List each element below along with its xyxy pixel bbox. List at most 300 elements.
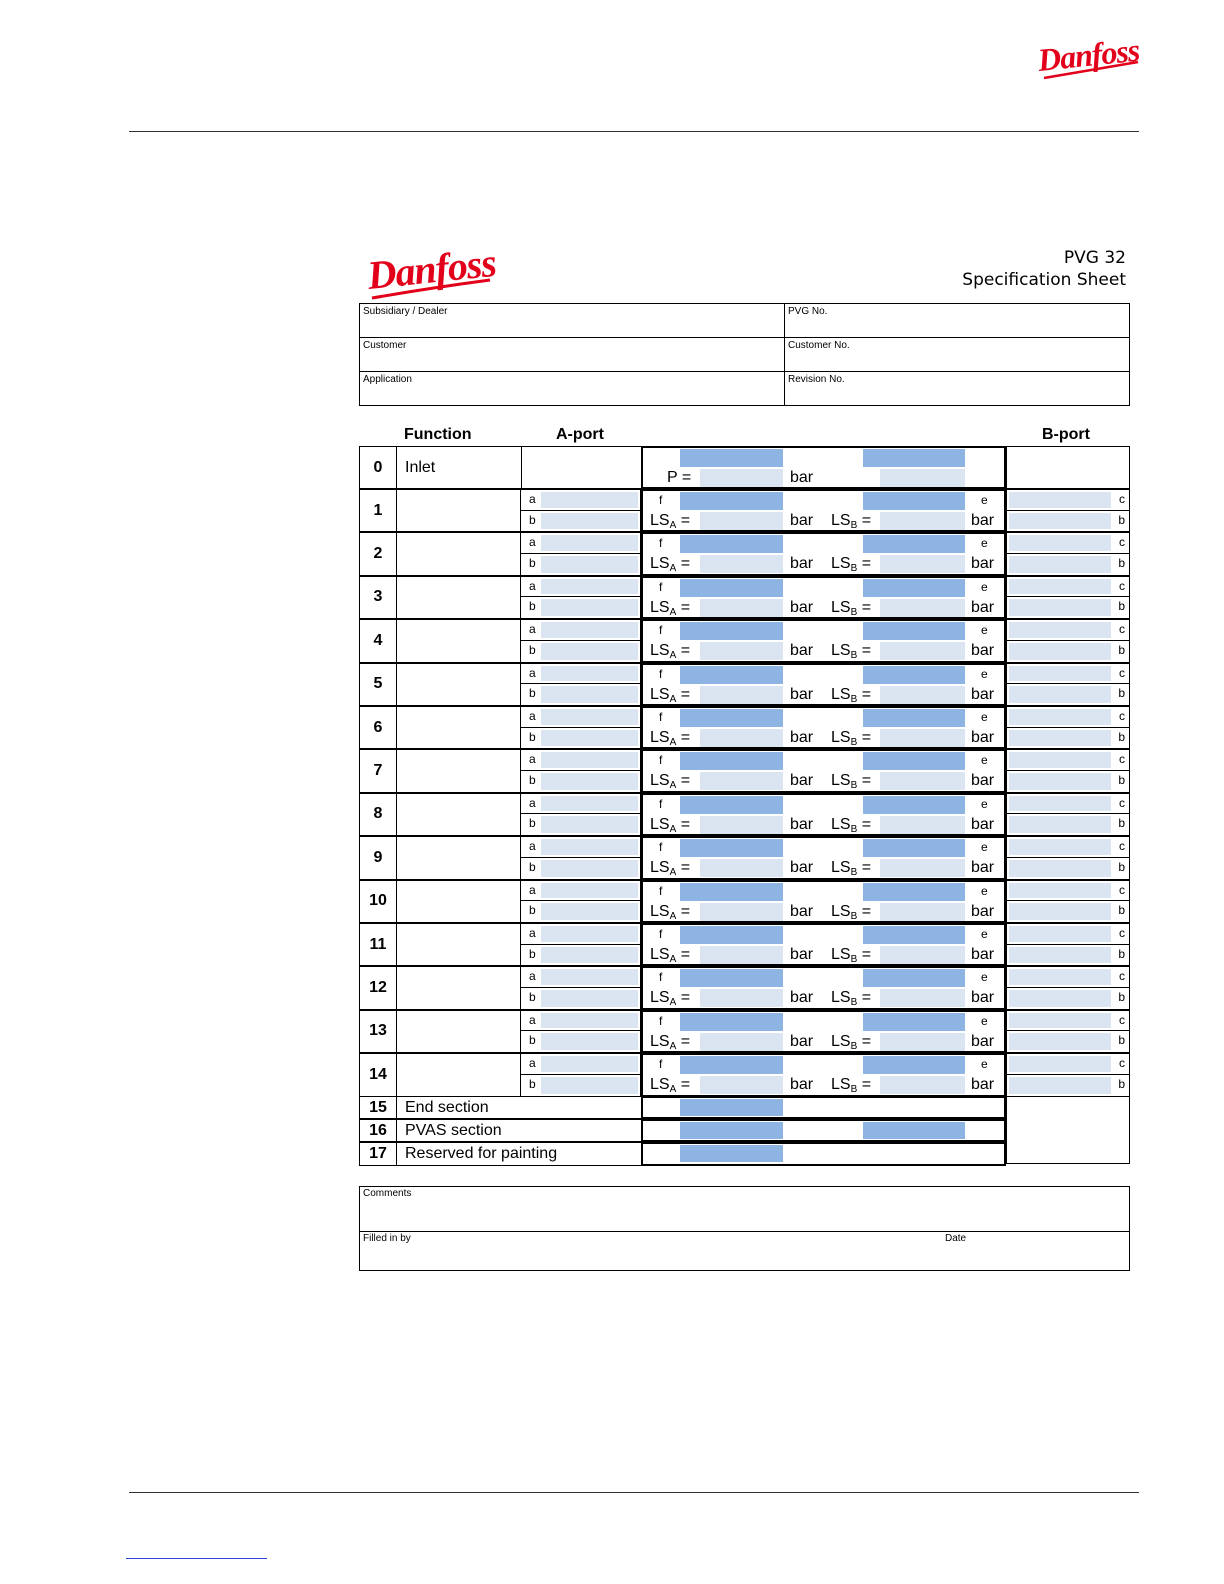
footer-link-underline[interactable] [126,1558,267,1559]
a-port-input-a[interactable] [541,752,638,768]
row-function-cell[interactable] [396,793,521,836]
a-port-input-a[interactable] [541,709,638,725]
danfoss-logo-text: Danfoss [1036,31,1141,79]
b-port-input-b[interactable] [1009,556,1111,573]
row-number: 12 [359,966,397,1009]
row-function-cell[interactable] [396,663,521,706]
b-label: b [1118,729,1125,744]
f-label: f [659,1057,663,1072]
e-input[interactable] [863,926,965,944]
footer-rule [129,1492,1139,1493]
section-row [359,880,1130,923]
ls-pressure-cell [641,532,1006,575]
f-input[interactable] [680,535,783,553]
lsa-input[interactable] [700,903,783,921]
b-label: b [1118,599,1125,614]
lsa-input[interactable] [700,946,783,964]
a-port-input-a[interactable] [541,796,638,812]
subsidiary-field[interactable]: Subsidiary / Dealer [360,304,785,337]
lsb-unit: bar [971,859,995,877]
lsa-input[interactable] [700,1076,783,1094]
row-number: 17 [359,1142,397,1166]
f-label: f [659,710,663,724]
lsa-input[interactable] [700,859,783,877]
end-section-row [359,1096,1006,1119]
a-port-input-a[interactable] [541,1013,638,1029]
lsb-input[interactable] [880,989,965,1007]
a-port-input-a[interactable] [541,666,638,682]
lsa-input[interactable] [700,989,783,1007]
b-port-input-c[interactable] [1009,796,1111,812]
lsa-input[interactable] [700,1033,783,1051]
a-label: a [529,969,536,984]
c-label: c [1119,578,1125,593]
lsb-unit: bar [971,555,995,573]
f-input[interactable] [680,1056,783,1074]
comments-table [359,1186,1130,1271]
ls-pressure-cell [641,749,1006,792]
e-label: e [981,623,988,638]
inlet-name: Inlet [396,446,522,489]
b-port-input-b[interactable] [1009,990,1111,1007]
section-row [359,489,1130,532]
f-input[interactable] [680,492,783,510]
c-label: c [1119,752,1125,767]
section-row [359,576,1130,619]
f-label: f [659,970,663,985]
e-input[interactable] [863,709,965,727]
section-row [359,923,1130,966]
b-port-input-b[interactable] [1009,686,1111,703]
row-number: 3 [359,576,397,619]
application-field[interactable]: Application [360,372,785,405]
lsb-input[interactable] [880,903,965,921]
inlet-field-1[interactable] [680,449,783,467]
section-row [359,619,1130,662]
e-label: e [981,970,988,985]
b-label: b [529,1076,536,1091]
b-port-input-c[interactable] [1009,1056,1111,1072]
lsb-unit: bar [971,729,995,746]
f-input[interactable] [680,796,783,814]
lsa-unit: bar [790,815,814,833]
a-port-input-b[interactable] [541,730,638,747]
a-port-input-b[interactable] [541,556,638,573]
ls-pressure-cell [641,663,1006,706]
a-port-cell [520,749,641,792]
lsb-input[interactable] [880,555,965,573]
e-input[interactable] [863,883,965,901]
b-port-input-b[interactable] [1009,730,1111,747]
b-port-input-b[interactable] [1009,1077,1111,1094]
a-port-input-b[interactable] [541,990,638,1007]
b-port-input-c[interactable] [1009,622,1111,638]
b-port-input-c[interactable] [1009,709,1111,725]
a-port-input-b[interactable] [541,686,638,703]
a-label: a [529,665,536,680]
lsa-input[interactable] [700,686,783,704]
lsa-unit: bar [790,729,814,746]
f-input[interactable] [680,622,783,640]
lsa-input[interactable] [700,555,783,573]
e-input[interactable] [863,839,965,857]
b-port-cell [1006,706,1130,749]
painting-field[interactable] [680,1145,783,1162]
lsa-unit: bar [790,685,814,703]
b-port-input-c[interactable] [1009,752,1111,768]
ls-pressure-cell [641,706,1006,749]
inlet-b-port-cell [1006,446,1130,489]
b-label: b [529,859,536,874]
painting-cell [641,1142,1006,1166]
inlet-field-2[interactable] [863,449,965,467]
lsa-label: $LS_A$ = [650,815,691,835]
lsb-unit: bar [971,642,995,660]
f-input[interactable] [680,709,783,727]
lsa-label: $LS_A$ = [650,772,691,792]
e-label: e [981,883,988,898]
lsb-input[interactable] [880,729,965,747]
b-port-input-c[interactable] [1009,969,1111,985]
b-label: b [529,556,536,571]
e-label: e [981,753,988,768]
b-label: b [1118,686,1125,701]
b-port-input-b[interactable] [1009,947,1111,964]
f-label: f [659,623,663,638]
a-port-input-a[interactable] [541,969,638,985]
lsb-label: $LS_B$ = [831,859,872,879]
lsb-input[interactable] [880,512,965,530]
e-input[interactable] [863,969,965,987]
lsb-label: $LS_B$ = [831,729,872,748]
ls-pressure-cell [641,576,1006,619]
row-number: 16 [359,1119,397,1142]
end-rows-b-port-cell [1006,1096,1130,1164]
a-port-input-a[interactable] [541,579,638,595]
a-port-input-b[interactable] [541,599,638,616]
b-label: b [529,599,536,614]
a-port-column-header: A-port [556,426,604,443]
row-number: 4 [359,619,397,662]
lsb-input[interactable] [880,642,965,660]
row-number: 1 [359,489,397,532]
b-label: b [1118,773,1125,788]
b-port-cell [1006,1010,1130,1053]
section-row [359,706,1130,749]
lsb-input[interactable] [880,859,965,877]
b-label: b [1118,512,1125,527]
row-number: 6 [359,706,397,749]
sheet-title-line2: Specification Sheet [962,270,1126,290]
lsb-input[interactable] [880,1033,965,1051]
a-port-input-b[interactable] [541,903,638,920]
lsa-unit: bar [790,946,814,963]
lsb-input[interactable] [880,1076,965,1094]
lsa-label: $LS_A$ = [650,685,691,705]
lsa-unit: bar [790,989,814,1007]
lsa-unit: bar [790,902,814,920]
lsb-label: $LS_B$ = [831,512,872,531]
date-label: Date [945,1233,967,1244]
lsb-unit: bar [971,989,995,1007]
a-port-input-a[interactable] [541,535,638,551]
f-label: f [659,883,663,898]
lsa-input[interactable] [700,512,783,530]
lsa-label: $LS_A$ = [650,729,691,748]
a-port-cell [520,619,641,662]
lsb-label: $LS_B$ = [831,902,872,922]
filled-in-by-label: Filled in by [363,1233,411,1244]
b-port-cell [1006,1053,1130,1096]
a-port-cell [520,793,641,836]
a-port-input-b[interactable] [541,1033,638,1050]
a-label: a [529,795,536,810]
b-label: b [1118,1033,1125,1048]
f-input[interactable] [680,752,783,770]
lsa-unit: bar [790,1076,814,1094]
a-label: a [529,752,536,767]
lsb-input[interactable] [880,599,965,617]
a-port-input-a[interactable] [541,926,638,942]
lsa-input[interactable] [700,816,783,834]
lsa-label: $LS_A$ = [650,946,691,965]
lsa-unit: bar [790,555,814,573]
b-port-input-c[interactable] [1009,1013,1111,1029]
lsb-unit: bar [971,512,995,529]
revision-no-field[interactable]: Revision No. [788,374,845,385]
customer-no-field[interactable]: Customer No. [788,340,850,351]
b-port-input-b[interactable] [1009,513,1111,530]
a-port-input-b[interactable] [541,513,638,530]
b-label: b [1118,816,1125,831]
e-label: e [981,1057,988,1072]
b-label: b [529,1033,536,1048]
c-label: c [1119,535,1125,550]
a-port-input-a[interactable] [541,492,638,508]
lsb-input[interactable] [880,686,965,704]
a-port-cell [520,923,641,966]
lsa-input[interactable] [700,642,783,660]
row-function-cell[interactable] [396,923,521,966]
lsb-unit: bar [971,772,995,790]
f-label: f [659,1013,663,1028]
section-row [359,836,1130,879]
row-function-cell[interactable] [396,749,521,792]
ls-pressure-cell [641,793,1006,836]
b-port-input-c[interactable] [1009,535,1111,551]
a-label: a [529,578,536,593]
b-label: b [529,729,536,744]
b-port-input-b[interactable] [1009,599,1111,616]
row-function-cell[interactable] [396,880,521,923]
lsa-label: $LS_A$ = [650,555,691,575]
b-port-cell [1006,966,1130,1009]
lsa-label: $LS_A$ = [650,642,691,662]
danfoss-logo-text: Danfoss [365,239,498,299]
f-input[interactable] [680,839,783,857]
lsb-label: $LS_B$ = [831,772,872,792]
e-input[interactable] [863,535,965,553]
e-label: e [981,666,988,681]
b-port-input-c[interactable] [1009,883,1111,899]
row-number: 14 [359,1053,397,1096]
row-function-cell[interactable] [396,836,521,879]
a-label: a [529,839,536,854]
b-label: b [529,816,536,831]
a-port-input-a[interactable] [541,1056,638,1072]
b-port-cell [1006,880,1130,923]
pvas-section-cell [641,1119,1006,1142]
logo-swoosh-icon [1040,42,1140,82]
a-port-input-b[interactable] [541,773,638,790]
comments-field[interactable]: Comments [360,1187,1129,1232]
b-label: b [1118,642,1125,657]
filled-in-by-field[interactable] [360,1232,1129,1271]
a-label: a [529,1012,536,1027]
c-label: c [1119,839,1125,854]
row-function-cell[interactable] [396,576,521,619]
a-port-input-b[interactable] [541,1077,638,1094]
row-number: 9 [359,836,397,879]
a-port-input-a[interactable] [541,883,638,899]
a-port-input-a[interactable] [541,622,638,638]
lsa-input[interactable] [700,599,783,617]
a-label: a [529,709,536,723]
customer-field[interactable]: Customer [360,338,785,371]
b-port-input-b[interactable] [1009,643,1111,660]
a-port-input-b[interactable] [541,643,638,660]
e-input[interactable] [863,666,965,684]
b-port-input-c[interactable] [1009,666,1111,682]
lsa-label: $LS_A$ = [650,859,691,879]
f-label: f [659,579,663,594]
inlet-field-3[interactable] [880,469,965,487]
b-label: b [529,946,536,961]
row-function-cell[interactable] [396,532,521,575]
pvg-no-field[interactable]: PVG No. [788,306,828,317]
row-function-cell[interactable] [396,1010,521,1053]
ls-pressure-cell [641,489,1006,532]
e-input[interactable] [863,622,965,640]
b-port-cell [1006,793,1130,836]
pressure-input[interactable] [700,469,783,487]
f-label: f [659,753,663,768]
row-function-cell[interactable] [396,966,521,1009]
c-label: c [1119,969,1125,984]
e-input[interactable] [863,1013,965,1031]
e-input[interactable] [863,752,965,770]
ls-pressure-cell [641,619,1006,662]
pvas-field-1[interactable] [680,1122,783,1139]
lsa-label: $LS_A$ = [650,989,691,1009]
pvas-field-2[interactable] [863,1122,965,1139]
b-port-input-c[interactable] [1009,839,1111,855]
ls-pressure-cell [641,1010,1006,1053]
b-label: b [1118,946,1125,961]
b-port-input-b[interactable] [1009,903,1111,920]
b-port-input-b[interactable] [1009,1033,1111,1050]
lsa-input[interactable] [700,772,783,790]
section-row [359,532,1130,575]
b-port-cell [1006,619,1130,662]
f-label: f [659,536,663,551]
f-input[interactable] [680,579,783,597]
logo-swoosh-icon [370,252,494,300]
lsb-input[interactable] [880,946,965,964]
row-number: 0 [359,446,397,489]
row-function-cell[interactable] [396,706,521,749]
e-label: e [981,579,988,594]
f-label: f [659,927,663,941]
e-input[interactable] [863,579,965,597]
b-port-input-b[interactable] [1009,773,1111,790]
a-port-cell [520,489,641,532]
lsa-unit: bar [790,598,814,616]
lsa-input[interactable] [700,729,783,747]
row-number: 11 [359,923,397,966]
row-function-cell[interactable] [396,619,521,662]
a-port-input-b[interactable] [541,816,638,833]
b-port-input-c[interactable] [1009,579,1111,595]
row-function-cell[interactable] [396,1053,521,1096]
lsb-label: $LS_B$ = [831,946,872,965]
b-label: b [1118,1076,1125,1091]
row-number: 7 [359,749,397,792]
section-row [359,966,1130,1009]
b-port-input-c[interactable] [1009,926,1111,942]
ls-pressure-cell [641,1053,1006,1096]
sheet-title-line1: PVG 32 [1063,248,1126,268]
f-input[interactable] [680,926,783,944]
lsa-label: $LS_A$ = [650,902,691,922]
a-label: a [529,882,536,897]
f-input[interactable] [680,666,783,684]
f-input[interactable] [680,969,783,987]
e-input[interactable] [863,1056,965,1074]
lsb-label: $LS_B$ = [831,1032,872,1052]
a-port-input-b[interactable] [541,860,638,877]
b-label: b [529,642,536,657]
lsb-input[interactable] [880,772,965,790]
end-section-field[interactable] [680,1099,783,1116]
lsb-label: $LS_B$ = [831,989,872,1009]
e-label: e [981,536,988,551]
lsb-input[interactable] [880,816,965,834]
b-label: b [529,686,536,701]
b-port-input-b[interactable] [1009,860,1111,877]
e-input[interactable] [863,796,965,814]
a-port-input-a[interactable] [541,839,638,855]
section-row [359,793,1130,836]
row-function-cell[interactable] [396,489,521,532]
f-input[interactable] [680,1013,783,1031]
e-input[interactable] [863,492,965,510]
section-row [359,663,1130,706]
e-label: e [981,1013,988,1028]
b-label: b [1118,556,1125,571]
b-port-input-b[interactable] [1009,816,1111,833]
e-label: e [981,493,988,507]
lsa-unit: bar [790,772,814,790]
a-port-input-b[interactable] [541,947,638,964]
b-port-cell [1006,749,1130,792]
section-row [359,1010,1130,1053]
f-input[interactable] [680,883,783,901]
a-label: a [529,1056,536,1071]
b-port-input-c[interactable] [1009,492,1111,508]
a-label: a [529,492,536,506]
lsb-label: $LS_B$ = [831,642,872,662]
